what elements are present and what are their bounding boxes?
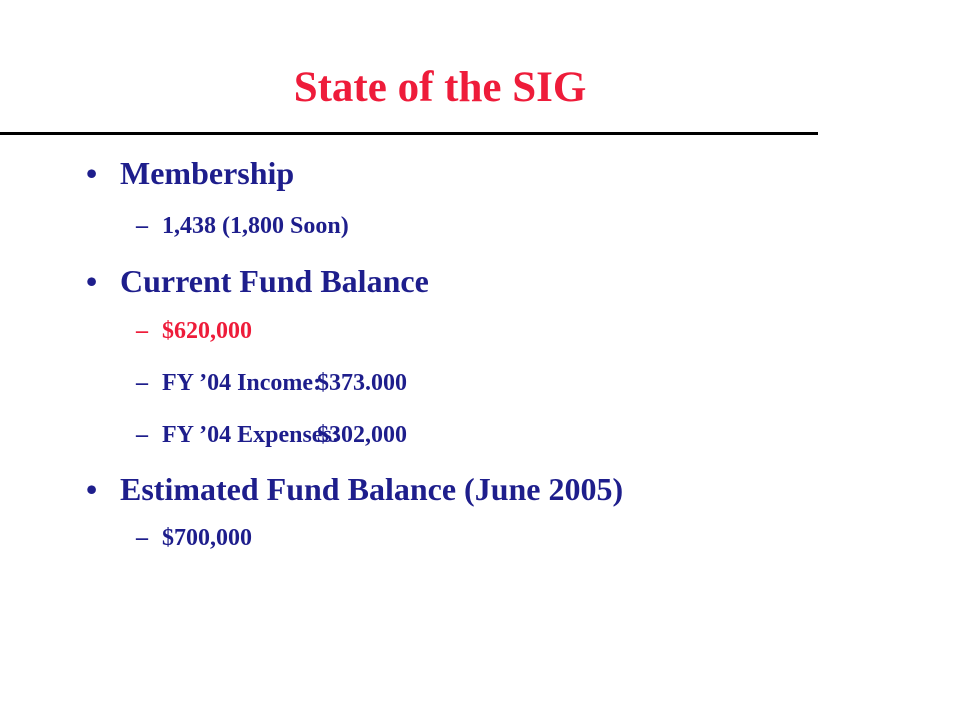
sub-item-fy04-expenses [136, 420, 407, 450]
bullet-text: Current Fund Balance [120, 263, 429, 299]
sub-item-text: 1,438 (1,800 Soon) [162, 213, 349, 239]
sub-item-label: FY ’04 Income: [162, 370, 322, 396]
sub-item-fy04-income [136, 368, 407, 398]
sub-item-current-balance [136, 316, 252, 346]
dash-glyph: – [136, 525, 148, 551]
bullet-glyph: • [86, 263, 98, 299]
sub-item-value: $302,000 [317, 422, 407, 448]
sub-item-estimated-balance [136, 523, 252, 553]
bullet-text: Membership [120, 155, 295, 191]
sub-item-label: FY ’04 Expenses: [162, 422, 340, 448]
bullet-current-fund-balance [86, 261, 429, 301]
dash-glyph: – [136, 318, 148, 344]
bullet-glyph: • [86, 471, 98, 507]
title-divider [0, 132, 818, 135]
bullet-glyph: • [86, 155, 98, 191]
sub-item-membership-count [136, 211, 349, 241]
slide-title: State of the SIG [293, 64, 587, 111]
bullet-membership [86, 153, 294, 193]
bullet-estimated-fund-balance [86, 469, 623, 509]
sub-item-text: $700,000 [162, 525, 252, 551]
dash-glyph: – [136, 370, 148, 396]
bullet-text: Estimated Fund Balance (June 2005) [120, 471, 624, 507]
sub-item-text: $620,000 [162, 318, 252, 344]
sub-item-value: $373.000 [317, 370, 407, 396]
dash-glyph: – [136, 213, 148, 239]
dash-glyph: – [136, 422, 148, 448]
